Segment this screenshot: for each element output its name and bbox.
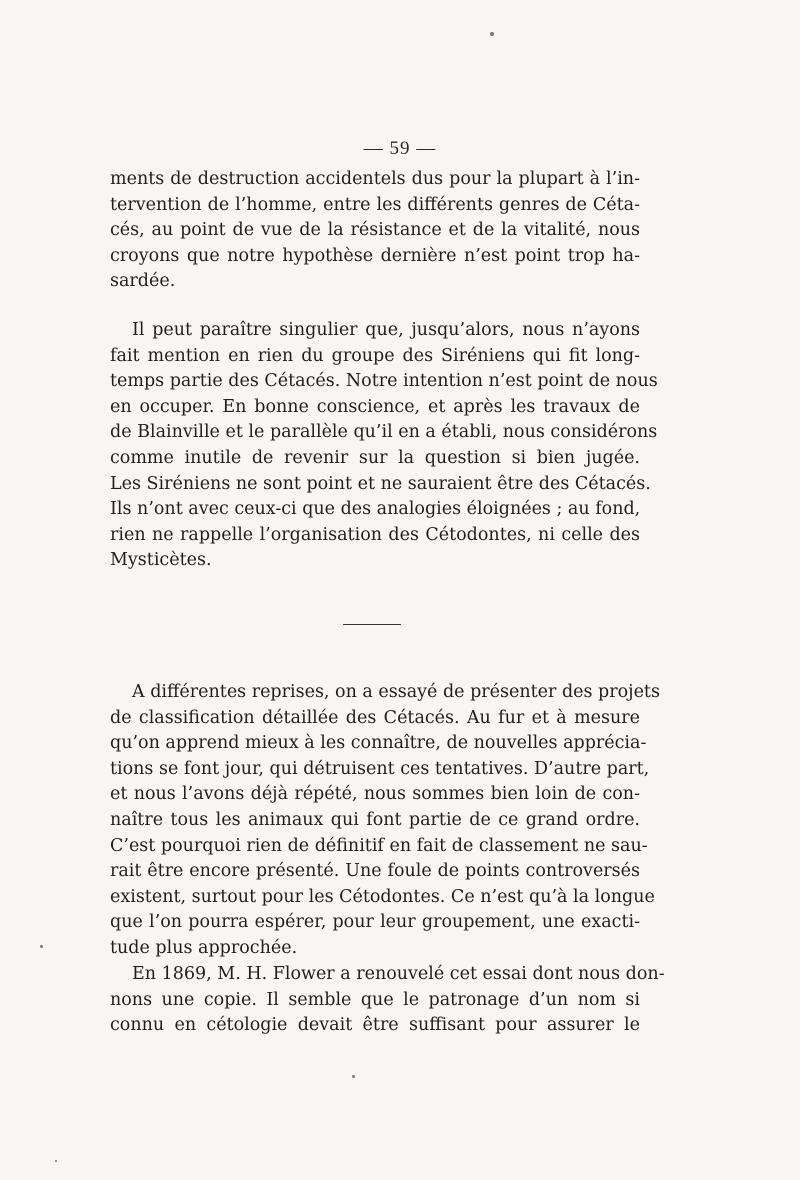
text-line: de classification détaillée des Cétacés. Au fur et à mesure bbox=[110, 707, 640, 728]
text-line: Les Siréniens ne sont point et ne sauraient être des Cétacés. bbox=[110, 473, 651, 494]
text-line: nons une copie. Il semble que le patronage d’un nom si bbox=[110, 989, 640, 1010]
page-number: — 59 — bbox=[363, 138, 437, 159]
paragraph-3 bbox=[110, 680, 660, 962]
text-line: que l’on pourra espérer, pour leur groupement, une exacti- bbox=[110, 912, 640, 933]
text-line: qu’on apprend mieux à les connaître, de nouvelles apprécia- bbox=[110, 733, 647, 754]
text-line: tions se font jour, qui détruisent ces tentatives. D’autre part, bbox=[110, 758, 650, 779]
scan-speck bbox=[40, 945, 43, 948]
text-line: croyons que notre hypothèse dernière n’est point trop ha- bbox=[110, 245, 640, 266]
text-line: sardée. bbox=[110, 271, 176, 292]
text-line: C’est pourquoi rien de définitif en fait de classement ne sau- bbox=[110, 835, 648, 856]
paragraph-2 bbox=[110, 318, 658, 574]
text-line: de Blainville et le parallèle qu’il en a établi, nous considérons bbox=[110, 422, 658, 443]
text-line: rait être encore présenté. Une foule de points controversés bbox=[110, 861, 640, 882]
text-line: Mysticètes. bbox=[110, 550, 212, 571]
text-line: fait mention en rien du groupe des Siréniens qui fit long- bbox=[110, 345, 640, 366]
text-line: Il peut paraître singulier que, jusqu’alors, nous n’ayons bbox=[132, 320, 640, 340]
text-line: tervention de l’homme, entre les différents genres de Céta- bbox=[110, 194, 640, 215]
text-line: En 1869, M. H. Flower a renouvelé cet essai dont nous don- bbox=[132, 964, 665, 984]
text-line: comme inutile de revenir sur la question si bien jugée. bbox=[110, 447, 640, 468]
text-line: et nous l’avons déjà répété, nous sommes bien loin de con- bbox=[110, 784, 640, 805]
text-line: temps partie des Cétacés. Notre intention n’est point de nous bbox=[110, 371, 658, 392]
scan-speck bbox=[490, 32, 494, 36]
paragraph-1 bbox=[110, 167, 640, 295]
text-line: rien ne rappelle l’organisation des Cétodontes, ni celle des bbox=[110, 524, 640, 545]
text-line: existent, surtout pour les Cétodontes. Ce n’est qu’à la longue bbox=[110, 886, 655, 907]
text-line: connu en cétologie devait être suffisant pour assurer le bbox=[110, 1015, 640, 1036]
text-line: A différentes reprises, on a essayé de présenter des projets bbox=[132, 682, 660, 702]
section-separator bbox=[343, 624, 401, 625]
text-line: en occuper. En bonne conscience, et après les travaux de bbox=[110, 396, 640, 417]
paragraph-4 bbox=[110, 962, 665, 1039]
text-line: ments de destruction accidentels dus pour la plupart à l’in- bbox=[110, 169, 640, 189]
text-line: tude plus approchée. bbox=[110, 937, 298, 958]
text-line: naître tous les animaux qui font partie de ce grand ordre. bbox=[110, 809, 640, 830]
scan-speck bbox=[352, 1075, 355, 1078]
text-line: Ils n’ont avec ceux-ci que des analogies éloignées ; au fond, bbox=[110, 499, 641, 520]
text-line: cés, au point de vue de la résistance et de la vitalité, nous bbox=[110, 220, 640, 241]
scan-speck bbox=[55, 1160, 57, 1162]
